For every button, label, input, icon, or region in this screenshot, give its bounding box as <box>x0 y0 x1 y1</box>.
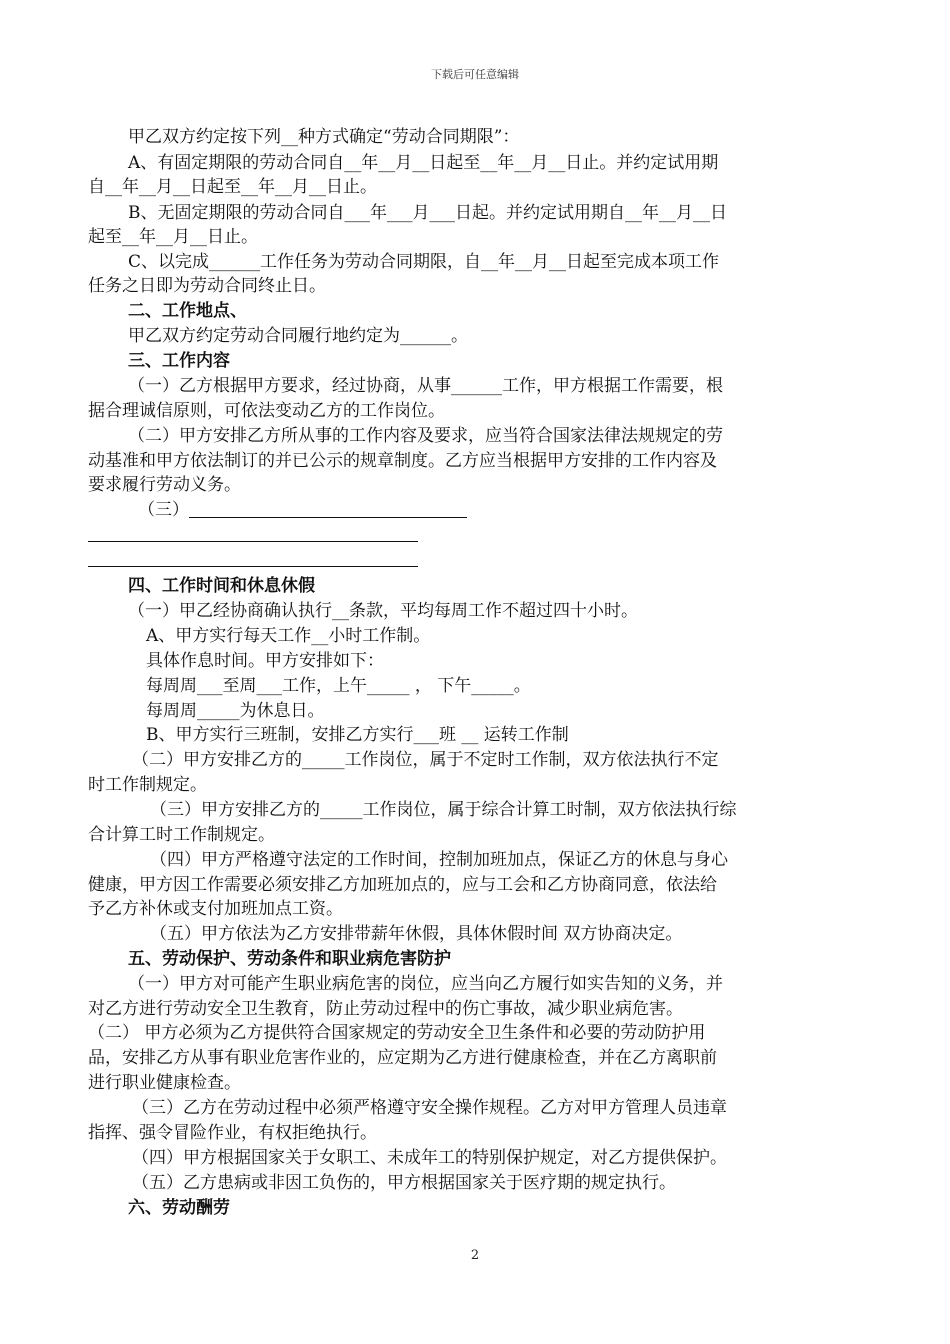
page-number: 2 <box>470 1248 480 1263</box>
text-line: （一）乙方根据甲方要求，经过协商，从事______工作，甲方根据工作需要，根 <box>128 376 723 396</box>
text-line: 甲乙双方约定按下列__种方式确定“劳动合同期限”： <box>128 127 520 147</box>
text-line: B、甲方实行三班制，安排乙方实行___班 __ 运转工作制 <box>146 725 569 745</box>
section-heading: 四、工作时间和休息休假 <box>128 576 315 596</box>
text-line: 据合理诚信原则，可依法变动乙方的工作岗位。 <box>88 401 445 421</box>
section-heading: 二、工作地点、 <box>128 301 247 321</box>
text-line: （五）甲方依法为乙方安排带薪年休假，具体休假时间 双方协商决定。 <box>150 924 683 944</box>
text-line: 任务之日即为劳动合同终止日。 <box>88 276 326 296</box>
text-line: 起至__年__月__日止。 <box>88 227 258 247</box>
text-line: 健康，甲方因工作需要必须安排乙方加班加点的，应与工会和乙方协商同意，依法给 <box>88 875 717 895</box>
text-line: A、有固定期限的劳动合同自__年__月__日起至__年__月__日止。并约定试用期 <box>128 153 719 173</box>
text-line: 品，安排乙方从事有职业危害作业的，应定期为乙方进行健康检查，并在乙方离职前 <box>88 1048 717 1068</box>
text-line: 时工作制规定。 <box>88 775 207 795</box>
text-line: 指挥、强令冒险作业，有权拒绝执行。 <box>88 1123 377 1143</box>
blank-fill-line <box>189 517 467 518</box>
blank-fill-line <box>88 541 418 542</box>
text-line: （二）甲方安排乙方所从事的工作内容及要求，应当符合国家法律法规规定的劳 <box>128 426 723 446</box>
text-line: （二） 甲方必须为乙方提供符合国家规定的劳动安全卫生条件和必要的劳动防护用 <box>88 1023 706 1043</box>
text-line: 每周周_____为休息日。 <box>146 701 325 721</box>
text-line: （四）甲方根据国家关于女职工、未成年工的特别保护规定，对乙方提供保护。 <box>132 1148 727 1168</box>
text-line: A、甲方实行每天工作__小时工作制。 <box>146 626 431 646</box>
text-line: （五）乙方患病或非因工负伤的，甲方根据国家关于医疗期的规定执行。 <box>132 1173 676 1193</box>
text-line: （三） <box>138 500 189 520</box>
text-line: （三）乙方在劳动过程中必须严格遵守安全操作规程。乙方对甲方管理人员违章 <box>132 1098 727 1118</box>
section-heading: 三、工作内容 <box>128 351 230 371</box>
text-line: （三）甲方安排乙方的_____工作岗位，属于综合计算工时制，双方依法执行综 <box>150 800 737 820</box>
page-header: 下载后可任意编辑 <box>431 68 519 81</box>
text-line: 自__年__月__日起至__年__月__日止。 <box>88 177 377 197</box>
text-line: （四）甲方严格遵守法定的工作时间，控制加班加点，保证乙方的休息与身心 <box>150 850 728 870</box>
text-line: 要求履行劳动义务。 <box>88 475 241 495</box>
text-line: 进行职业健康检查。 <box>88 1073 241 1093</box>
text-line: （一）甲方对可能产生职业病危害的岗位，应当向乙方履行如实告知的义务，并 <box>128 974 723 994</box>
section-heading: 五、劳动保护、劳动条件和职业病危害防护 <box>128 949 451 969</box>
text-line: 合计算工时工作制规定。 <box>88 825 275 845</box>
text-line: 具体作息时间。甲方安排如下： <box>146 651 384 671</box>
text-line: B、无固定期限的劳动合同自___年___月___日起。并约定试用期自__年__月__日 <box>128 203 727 223</box>
text-line: （一）甲乙经协商确认执行__条款，平均每周工作不超过四十小时。 <box>128 601 638 621</box>
text-line: 动基准和甲方依法制订的并已公示的规章制度。乙方应当根据甲方安排的工作内容及 <box>88 451 717 471</box>
text-line: （二）甲方安排乙方的_____工作岗位，属于不定时工作制，双方依法执行不定 <box>132 750 719 770</box>
text-line: 对乙方进行劳动安全卫生教育，防止劳动过程中的伤亡事故，减少职业病危害。 <box>88 999 683 1019</box>
text-line: C、以完成______工作任务为劳动合同期限，自__年__月__日起至完成本项工作 <box>128 252 720 272</box>
section-heading: 六、劳动酬劳 <box>128 1198 230 1218</box>
text-line: 甲乙双方约定劳动合同履行地约定为______。 <box>128 326 468 346</box>
text-line: 每周周___至周___工作，上午_____ ， 下午_____。 <box>146 676 531 696</box>
text-line: 予乙方补休或支付加班加点工资。 <box>88 899 343 919</box>
blank-fill-line <box>88 566 418 567</box>
